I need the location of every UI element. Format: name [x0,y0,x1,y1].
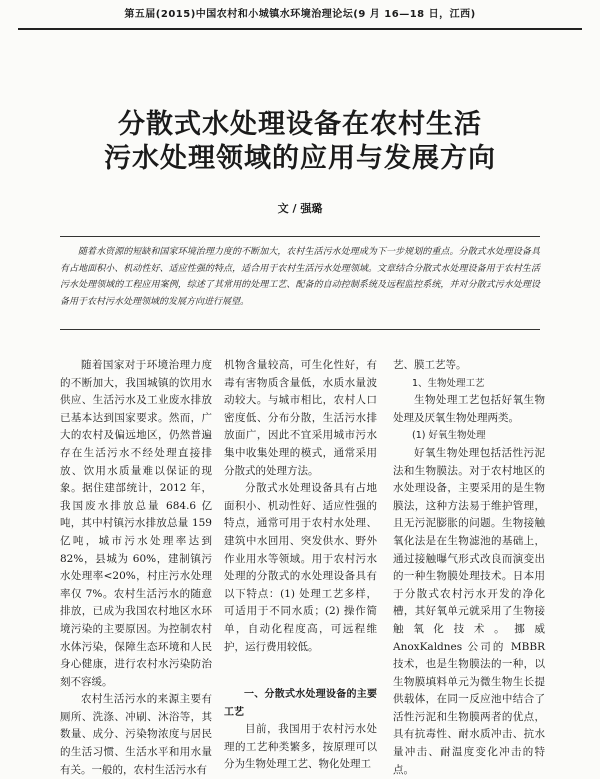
paragraph: 生物处理工艺包括好氧生物处理及厌氧生物处理两类。 [393,394,545,424]
paragraph: 目前，我国用于农村污水处理的工艺种类繁多，按原理可以分为生物处理工艺、物化处理工 [224,723,377,771]
body-column-2 [224,357,377,774]
header-divider [18,28,582,30]
article-title [0,108,600,176]
paragraph: 艺、膜工艺等。 [393,359,467,371]
author-byline: 文 / 强璐 [277,202,323,215]
subsection-heading: (1) 好氧生物处理 [412,430,486,442]
paragraph: 农村生活污水的来源主要有厕所、洗涤、冲刷、沐浴等，其数量、成分、污染物浓度与居民的生活习惯、生活水平和用水量有关。一般的，农村生活污水有 [60,693,212,776]
section-heading: 一、分散式水处理设备的主要工艺 [224,689,377,718]
abstract [60,244,540,310]
title-line-1: 分散式水处理设备在农村生活 [118,109,482,140]
title-line-2: 污水处理领域的应用与发展方向 [104,143,496,174]
body-column-1 [60,357,212,779]
body-column-3 [393,357,545,779]
paragraph: 随着国家对于环境治理力度的不断加大，我国城镇的饮用水供应、生活污水及工业废水排放已基本达到国家要求。然而，广大的农村及偏远地区，仍然普遍存在生活污水不经处理直接排放、饮用水质量难以保证的现象。据住建部统计，2012 年，我国废水排放总量 684.6 亿吨，其中村镇污水排放总量 159 亿吨，城市污水处理率达到 82%，县城为 60%，建制镇污水处理率<20%，村庄污水处理率仅 7%。农村生活污水的随意排放，已成为我国农村地区水环境污染的主要原因。为控制农村水体污染，保障生态环境和人民身心健康，进行农村水污染防治刻不容缓。 [60,359,212,688]
paragraph: 分散式水处理设备具有占地面积小、机动性好、适应性强的特点，通常可用于农村水处理、建筑中水回用、突发供水、野外作业用水等领域。用于农村污水处理的分散式的水处理设备具有以下特点：(1) 处理工艺多样，可适用于不同水质；(2) 操作简单，自动化程度高，可远程维护，运行费用较低。 [224,482,377,653]
subsection-heading: 1、生物处理工艺 [412,377,485,389]
abstract-bottom-rule [60,329,540,330]
abstract-top-rule [60,236,540,237]
abstract-text: 随着水资源的短缺和国家环境治理力度的不断加大，农村生活污水处理成为下一步规划的重点。分散式水处理设备具有占地面积小、机动性好、适应性强的特点，适合用于农村生活污水处理领域。文章结合分散式水处理设备用于农村生活污水处理领域的工程应用案例，综述了其常用的处理工艺、配备的自动控制系统及远程监控系统，并对分散式污水处理设备用于农村污水处理领域的发展方向进行展望。 [60,247,540,307]
running-head: 第五届(2015)中国农村和小城镇水环境治理论坛(9 月 16—18 日，江西) [124,9,476,20]
paragraph: 机物含量较高，可生化性好，有毒有害物质含量低，水质水量波动较大。与城市相比，农村人口密度低、分布分散，生活污水排放面广，因此不宜采用城市污水集中收集处理的模式，通常采用分散式的处理方法。 [224,359,377,477]
paragraph: 好氧生物处理包括活性污泥法和生物膜法。对于农村地区的水处理设备，主要采用的是生物膜法，这种方法易于维护管理，且无污泥膨胀的问题。生物接触氧化法是在生物滤池的基础上，通过接触曝气形式改良而演变出的一种生物膜处理技术。日本用于分散式农村污水开发的净化槽，其好氧单元就采用了生物接触氧化技术。挪威 AnoxKaldnes 公司的 MBBR 技术，也是生物膜法的一种，以生物膜填料单元为微生物生长提供载体，在同一反应池中结合了活性污泥和生物膜两者的优点，具有抗毒性、耐水质冲击、抗水量冲击、耐温度变化冲击的特点。 [393,446,545,776]
